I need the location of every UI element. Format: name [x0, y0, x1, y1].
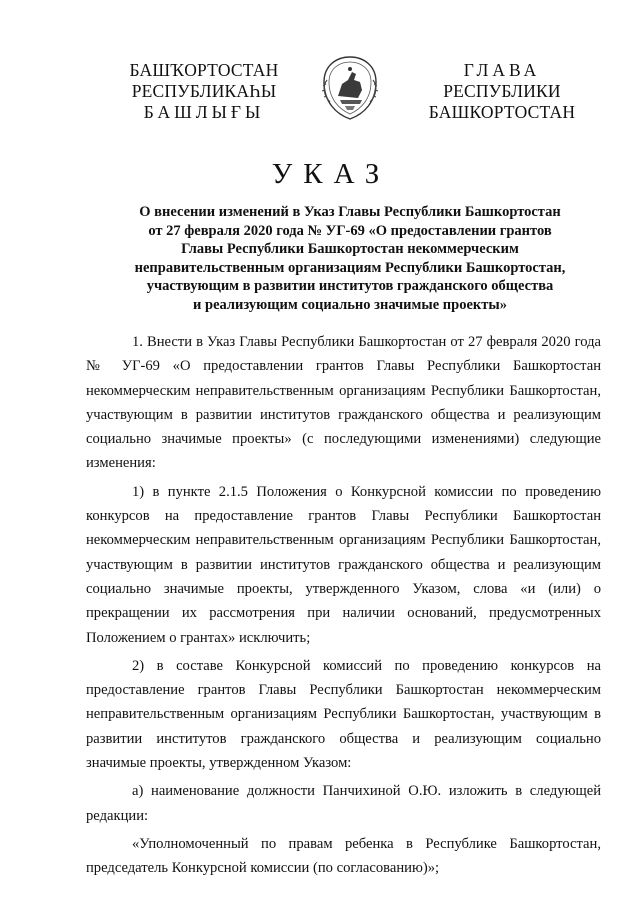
paragraph-1: 1. Внести в Указ Главы Республики Башкортостан от 27 февраля 2020 года № УГ-69 «О предоставлении грантов Главы Республики Башкортостан некоммерческим неправительственным организациям Республики Башкортостан, участвующим в развитии институтов гражданского общества и реализующим социально значимые проекты» (с последующими изменениями) следующие изменения: [86, 334, 601, 472]
header-right-line: ГЛАВА [463, 60, 541, 80]
header-right [418, 60, 586, 123]
header-right-line: РЕСПУБЛИКИ [443, 81, 561, 101]
paragraph-1-1: 1) в пункте 2.1.5 Положения о Конкурсной комиссии по проведению конкурсов на предоставление грантов Главы Республики Башкортостан некоммерческим неправительственным организациям Республики Башкортостан, участвующим в развитии институтов гражданского общества и реализующим социально значимые проекты, утвержденного Указом, слова «и (или) о прекращении их рассмотрения при наличии оснований, предусмотренных Положением о грантах» исключить; [86, 483, 601, 646]
coat-of-arms-icon [318, 54, 382, 122]
paragraph-1-2: 2) в составе Конкурсной комиссий по проведению конкурсов на предоставление грантов Главы Республики Башкортостан некоммерческим неправительственным организациям Республики Башкортостан, участвующим в развитии институтов гражданского общества и реализующим социально значимые проекты, утвержденном Указом: [86, 657, 601, 772]
header-left [110, 60, 298, 123]
document-title: УКАЗ [271, 158, 391, 190]
paragraph-quote: «Уполномоченный по правам ребенка в Республике Башкортостан, председатель Конкурсной комиссии (по согласованию)»; [86, 835, 601, 877]
header-left-line: БАШҠОРТОСТАН [129, 60, 279, 80]
header-left-line: БАШЛЫҒЫ [143, 102, 265, 122]
subject-line: от 27 февраля 2020 года № УГ-69 «О предоставлении грантов [148, 222, 552, 239]
subject-line: неправительственным организациям Республики Башкортостан, [134, 259, 566, 276]
decree-subject [100, 203, 600, 315]
header-right-line: БАШКОРТОСТАН [428, 102, 576, 122]
subject-line: участвующим в развитии институтов гражданского общества [146, 278, 554, 295]
subject-line: О внесении изменений в Указ Главы Республики Башкортостан [139, 204, 561, 220]
subject-line: и реализующим социально значимые проекты» [193, 296, 507, 313]
header-left-line: РЕСПУБЛИКАҺЫ [131, 81, 277, 101]
subject-line: Главы Республики Башкортостан некоммерческим [181, 241, 519, 258]
decree-body [86, 330, 601, 881]
paragraph-1-2-a: а) наименование должности Панчихиной О.Ю. изложить в следующей редакции: [86, 783, 601, 824]
